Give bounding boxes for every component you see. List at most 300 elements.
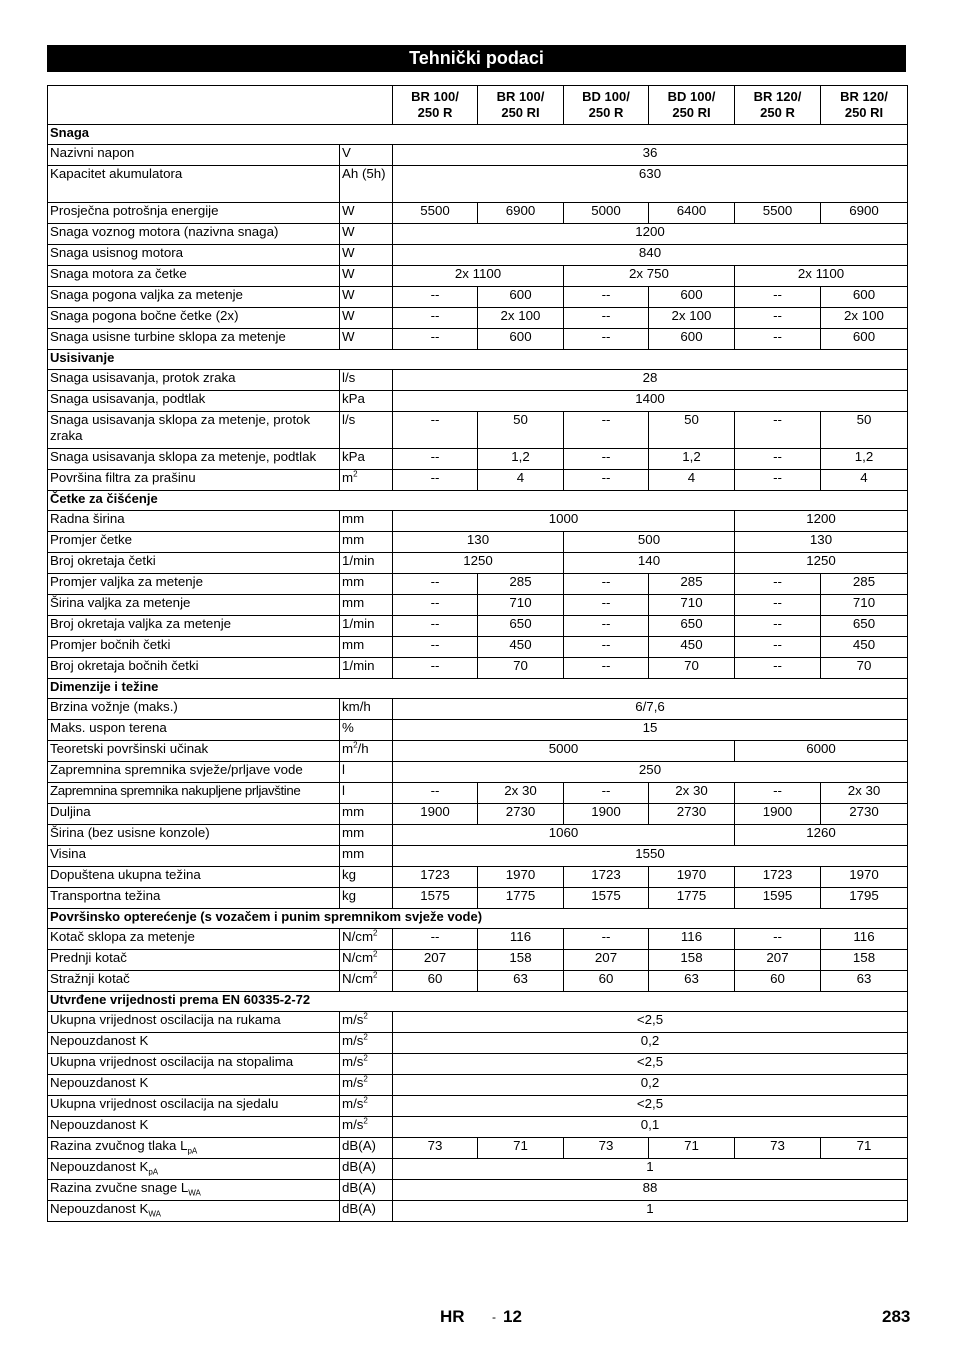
- spec-value: --: [564, 783, 649, 804]
- spec-value: --: [393, 287, 478, 308]
- spec-unit-text: W: [342, 245, 355, 260]
- spec-value: 50: [478, 412, 564, 449]
- spec-label-text: Ukupna vrijednost oscilacija na stopalima: [50, 1054, 294, 1069]
- spec-value: 2x 1100: [735, 266, 908, 287]
- spec-unit: [340, 804, 393, 825]
- spec-row: [48, 1180, 908, 1201]
- spec-value: 650: [649, 616, 735, 637]
- spec-unit-text: mm: [342, 637, 365, 652]
- spec-row: [48, 929, 908, 950]
- spec-value: --: [564, 595, 649, 616]
- spec-label: [48, 1096, 340, 1117]
- spec-label: [48, 449, 340, 470]
- spec-label: [48, 1201, 340, 1222]
- spec-label: [48, 329, 340, 350]
- spec-label-text: Nepouzdanost K: [50, 1033, 149, 1048]
- spec-unit-text: 1/min: [342, 658, 375, 673]
- model-header: BR 120/ 250 RI: [821, 86, 908, 125]
- spec-value: 6400: [649, 203, 735, 224]
- spec-row: [48, 245, 908, 266]
- spec-unit-superscript: 2: [363, 1032, 368, 1042]
- spec-value: --: [735, 637, 821, 658]
- spec-label-text: Širina valjka za metenje: [50, 595, 191, 610]
- spec-row: [48, 783, 908, 804]
- spec-row: [48, 1012, 908, 1033]
- spec-unit: [340, 783, 393, 804]
- spec-unit-text: mm: [342, 825, 365, 840]
- spec-value: 2x 30: [821, 783, 908, 804]
- spec-value: 600: [821, 329, 908, 350]
- spec-unit: [340, 1201, 393, 1222]
- section-heading: Snaga: [48, 125, 908, 145]
- spec-value: 63: [821, 971, 908, 992]
- spec-label-text: Broj okretaja četki: [50, 553, 156, 568]
- spec-label: [48, 741, 340, 762]
- spec-value: 285: [649, 574, 735, 595]
- spec-label-text: Kapacitet akumulatora: [50, 166, 183, 181]
- spec-unit: [340, 637, 393, 658]
- spec-label-text: Širina (bez usisne konzole): [50, 825, 210, 840]
- spec-unit-superscript: 2: [363, 1095, 368, 1105]
- spec-unit-superscript: 2: [363, 1074, 368, 1084]
- spec-value: 2x 100: [821, 308, 908, 329]
- spec-value: 1: [393, 1159, 908, 1180]
- spec-value: --: [393, 412, 478, 449]
- spec-unit: [340, 532, 393, 553]
- spec-label: [48, 203, 340, 224]
- spec-unit-text: m/s: [342, 1033, 364, 1048]
- spec-label: [48, 266, 340, 287]
- spec-label-text: Snaga usisavanja sklopa za metenje, podtlak: [50, 449, 317, 464]
- header-row: [48, 86, 908, 125]
- spec-value: --: [393, 783, 478, 804]
- footer-language: HR: [440, 1307, 465, 1326]
- spec-unit-superscript: 2: [373, 928, 378, 938]
- spec-value: 6900: [478, 203, 564, 224]
- spec-unit: [340, 203, 393, 224]
- spec-unit: [340, 449, 393, 470]
- spec-label: [48, 1180, 340, 1201]
- spec-unit: [340, 595, 393, 616]
- spec-value: --: [735, 412, 821, 449]
- spec-row: [48, 825, 908, 846]
- spec-value: --: [393, 329, 478, 350]
- spec-value: 4: [821, 470, 908, 491]
- spec-value: 4: [478, 470, 564, 491]
- spec-label-text: Razina zvučnog tlaka L: [50, 1138, 188, 1153]
- spec-unit-text: m: [342, 470, 354, 485]
- spec-label-text: Snaga usisavanja sklopa za metenje, protok zraka: [50, 412, 311, 443]
- spec-value: 1970: [649, 867, 735, 888]
- spec-label: [48, 553, 340, 574]
- spec-unit: [340, 329, 393, 350]
- spec-label-subscript: WA: [188, 1188, 201, 1198]
- spec-label: [48, 1033, 340, 1054]
- spec-value: 1,2: [649, 449, 735, 470]
- spec-row: [48, 1096, 908, 1117]
- spec-value: --: [393, 616, 478, 637]
- spec-unit-text: V: [342, 145, 351, 160]
- spec-label-text: Snaga usisavanja, protok zraka: [50, 370, 236, 385]
- spec-unit-text: mm: [342, 804, 365, 819]
- spec-label: [48, 720, 340, 741]
- spec-value: 2x 100: [478, 308, 564, 329]
- spec-unit-text: W: [342, 203, 355, 218]
- spec-unit-text: W: [342, 287, 355, 302]
- spec-row: [48, 741, 908, 762]
- spec-unit: [340, 511, 393, 532]
- spec-value: 130: [393, 532, 564, 553]
- spec-value: 0,2: [393, 1075, 908, 1096]
- spec-value: 710: [478, 595, 564, 616]
- spec-value: 158: [478, 950, 564, 971]
- spec-value: 450: [821, 637, 908, 658]
- model-header: BD 100/ 250 R: [564, 86, 649, 125]
- spec-unit: [340, 1012, 393, 1033]
- spec-value: --: [735, 329, 821, 350]
- spec-value: 0,2: [393, 1033, 908, 1054]
- spec-label: [48, 511, 340, 532]
- spec-value: 450: [649, 637, 735, 658]
- spec-row: [48, 1138, 908, 1159]
- spec-value: 130: [735, 532, 908, 553]
- spec-value: 650: [478, 616, 564, 637]
- spec-row: [48, 867, 908, 888]
- spec-label: [48, 1054, 340, 1075]
- spec-label: [48, 867, 340, 888]
- spec-value: --: [735, 783, 821, 804]
- spec-value: 70: [821, 658, 908, 679]
- spec-row: [48, 595, 908, 616]
- spec-value: 2730: [478, 804, 564, 825]
- spec-value: 710: [821, 595, 908, 616]
- spec-unit: [340, 145, 393, 166]
- spec-unit-superscript: 2: [353, 469, 358, 479]
- spec-value: --: [564, 470, 649, 491]
- spec-label: [48, 287, 340, 308]
- spec-unit-text: m/s: [342, 1075, 364, 1090]
- section-heading: Usisivanje: [48, 350, 908, 370]
- spec-label: [48, 950, 340, 971]
- spec-unit-text: kPa: [342, 449, 365, 464]
- spec-unit-superscript: 2: [363, 1011, 368, 1021]
- spec-unit: [340, 1159, 393, 1180]
- page-title: Tehnički podaci: [47, 45, 906, 72]
- spec-row: [48, 574, 908, 595]
- spec-row: [48, 391, 908, 412]
- spec-value: 207: [393, 950, 478, 971]
- spec-value: --: [564, 308, 649, 329]
- spec-row: [48, 166, 908, 203]
- spec-unit-text: dB(A): [342, 1159, 376, 1174]
- spec-value: 1970: [821, 867, 908, 888]
- spec-label: [48, 616, 340, 637]
- spec-value: 1575: [393, 888, 478, 909]
- footer-section-page: 12: [503, 1307, 522, 1326]
- spec-value: 250: [393, 762, 908, 783]
- spec-value: --: [564, 929, 649, 950]
- spec-unit: [340, 308, 393, 329]
- spec-value: --: [735, 929, 821, 950]
- spec-value: 60: [735, 971, 821, 992]
- spec-row: [48, 145, 908, 166]
- spec-label: [48, 637, 340, 658]
- spec-row: [48, 1075, 908, 1096]
- spec-label-text: Dopuštena ukupna težina: [50, 867, 201, 882]
- spec-row: [48, 532, 908, 553]
- spec-value: --: [735, 287, 821, 308]
- spec-row: [48, 804, 908, 825]
- spec-value: 1260: [735, 825, 908, 846]
- spec-value: 1595: [735, 888, 821, 909]
- spec-unit-text: dB(A): [342, 1180, 376, 1195]
- spec-value: 1900: [735, 804, 821, 825]
- spec-unit-text: m/s: [342, 1054, 364, 1069]
- spec-unit-text: m/s: [342, 1012, 364, 1027]
- spec-label-text: Zapremnina spremnika svježe/prljave vode: [50, 762, 303, 777]
- spec-unit-text: mm: [342, 595, 365, 610]
- spec-value: --: [564, 329, 649, 350]
- spec-unit: [340, 658, 393, 679]
- spec-label-text: Nepouzdanost K: [50, 1159, 149, 1174]
- spec-label-text: Broj okretaja valjka za metenje: [50, 616, 232, 631]
- spec-row: [48, 329, 908, 350]
- spec-unit-text: l: [342, 762, 345, 777]
- spec-value: 1575: [564, 888, 649, 909]
- spec-value: --: [564, 658, 649, 679]
- spec-value: 73: [393, 1138, 478, 1159]
- spec-value: 0,1: [393, 1117, 908, 1138]
- spec-row: [48, 1033, 908, 1054]
- spec-unit-tail: /h: [357, 741, 369, 756]
- spec-unit: [340, 166, 393, 203]
- spec-row: [48, 203, 908, 224]
- spec-label-text: Snaga usisavanja, podtlak: [50, 391, 206, 406]
- spec-unit: [340, 929, 393, 950]
- spec-value: 50: [821, 412, 908, 449]
- spec-value: --: [564, 449, 649, 470]
- spec-unit-text: mm: [342, 574, 365, 589]
- spec-label-text: Ukupna vrijednost oscilacija na sjedalu: [50, 1096, 279, 1111]
- spec-unit: [340, 1054, 393, 1075]
- spec-value: 5000: [393, 741, 735, 762]
- spec-value: 285: [821, 574, 908, 595]
- spec-value: 71: [478, 1138, 564, 1159]
- spec-value: 70: [478, 658, 564, 679]
- spec-unit-text: m/s: [342, 1117, 364, 1132]
- spec-unit: [340, 553, 393, 574]
- tech-specs-table: [47, 85, 908, 1222]
- spec-label-text: Nepouzdanost K: [50, 1201, 149, 1216]
- spec-value: 1723: [564, 867, 649, 888]
- spec-label-text: Nepouzdanost K: [50, 1117, 149, 1132]
- spec-label: [48, 804, 340, 825]
- spec-label-text: Zapremnina spremnika nakupljene prljavštine: [50, 783, 301, 798]
- spec-value: 63: [649, 971, 735, 992]
- spec-label-text: Promjer bočnih četki: [50, 637, 171, 652]
- spec-label-text: Snaga voznog motora (nazivna snaga): [50, 224, 279, 239]
- spec-unit: [340, 1117, 393, 1138]
- spec-unit: [340, 1033, 393, 1054]
- spec-value: 73: [735, 1138, 821, 1159]
- spec-row: [48, 370, 908, 391]
- spec-label-text: Nepouzdanost K: [50, 1075, 149, 1090]
- section-row: [48, 491, 908, 511]
- spec-label-text: Stražnji kotač: [50, 971, 130, 986]
- spec-label-text: Promjer valjka za metenje: [50, 574, 203, 589]
- spec-value: 1970: [478, 867, 564, 888]
- spec-value: 600: [478, 329, 564, 350]
- spec-unit: [340, 950, 393, 971]
- spec-value: 71: [821, 1138, 908, 1159]
- spec-unit-text: dB(A): [342, 1138, 376, 1153]
- spec-label: [48, 166, 340, 203]
- spec-value: --: [393, 929, 478, 950]
- spec-unit: [340, 1138, 393, 1159]
- spec-unit: [340, 846, 393, 867]
- spec-label: [48, 825, 340, 846]
- spec-row: [48, 846, 908, 867]
- spec-label-subscript: pA: [148, 1167, 159, 1177]
- spec-value: 36: [393, 145, 908, 166]
- spec-unit-text: 1/min: [342, 616, 375, 631]
- spec-label-text: Površina filtra za prašinu: [50, 470, 196, 485]
- spec-unit: [340, 741, 393, 762]
- spec-label: [48, 224, 340, 245]
- spec-value: 63: [478, 971, 564, 992]
- spec-unit-text: %: [342, 720, 354, 735]
- footer-separator: -: [492, 1310, 496, 1324]
- spec-label: [48, 145, 340, 166]
- spec-label: [48, 308, 340, 329]
- spec-value: 2x 1100: [393, 266, 564, 287]
- spec-value: 5000: [564, 203, 649, 224]
- spec-value: --: [564, 287, 649, 308]
- spec-value: 1,2: [821, 449, 908, 470]
- spec-label-text: Snaga usisnog motora: [50, 245, 184, 260]
- spec-value: 116: [821, 929, 908, 950]
- spec-value: 60: [393, 971, 478, 992]
- section-heading: Utvrđene vrijednosti prema EN 60335-2-72: [48, 992, 908, 1012]
- spec-unit: [340, 699, 393, 720]
- spec-label-text: Brzina vožnje (maks.): [50, 699, 178, 714]
- spec-unit-superscript: 2: [363, 1116, 368, 1126]
- spec-value: 600: [649, 329, 735, 350]
- spec-value: 2730: [649, 804, 735, 825]
- spec-value: 1775: [478, 888, 564, 909]
- spec-row: [48, 1201, 908, 1222]
- spec-label: [48, 783, 340, 804]
- spec-value: 2x 100: [649, 308, 735, 329]
- spec-row: [48, 287, 908, 308]
- spec-value: 600: [649, 287, 735, 308]
- spec-value: --: [735, 595, 821, 616]
- spec-value: 1550: [393, 846, 908, 867]
- section-row: [48, 909, 908, 929]
- spec-label: [48, 762, 340, 783]
- spec-unit-superscript: 2: [373, 949, 378, 959]
- spec-unit: [340, 412, 393, 449]
- spec-value: 2x 30: [649, 783, 735, 804]
- section-heading: Dimenzije i težine: [48, 679, 908, 699]
- spec-value: --: [735, 574, 821, 595]
- spec-value: 5500: [735, 203, 821, 224]
- spec-value: 600: [478, 287, 564, 308]
- spec-unit-text: l: [342, 783, 345, 798]
- spec-label: [48, 370, 340, 391]
- spec-unit-superscript: 2: [363, 1053, 368, 1063]
- spec-value: 15: [393, 720, 908, 741]
- spec-unit-text: m/s: [342, 1096, 364, 1111]
- spec-table-body: [48, 86, 908, 1222]
- spec-row: [48, 616, 908, 637]
- spec-value: --: [735, 449, 821, 470]
- footer-page-number: 283: [882, 1307, 911, 1326]
- spec-value: 1200: [393, 224, 908, 245]
- spec-value: 1723: [735, 867, 821, 888]
- header-blank-cell: [48, 86, 393, 125]
- spec-unit: [340, 370, 393, 391]
- spec-value: 70: [649, 658, 735, 679]
- spec-unit-text: Ah (5h): [342, 166, 386, 181]
- spec-unit: [340, 1075, 393, 1096]
- spec-label-text: Ukupna vrijednost oscilacija na rukama: [50, 1012, 281, 1027]
- spec-value: 6/7,6: [393, 699, 908, 720]
- spec-label: [48, 846, 340, 867]
- spec-row: [48, 971, 908, 992]
- spec-value: 450: [478, 637, 564, 658]
- spec-unit: [340, 224, 393, 245]
- spec-unit-text: N/cm: [342, 971, 374, 986]
- spec-unit: [340, 245, 393, 266]
- spec-label: [48, 412, 340, 449]
- spec-label-text: Snaga motora za četke: [50, 266, 187, 281]
- spec-label: [48, 658, 340, 679]
- spec-row: [48, 412, 908, 449]
- spec-row: [48, 888, 908, 909]
- spec-value: 28: [393, 370, 908, 391]
- spec-value: --: [393, 308, 478, 329]
- spec-unit-superscript: 2: [353, 740, 358, 750]
- spec-unit-text: 1/min: [342, 553, 375, 568]
- spec-unit-text: dB(A): [342, 1201, 376, 1216]
- spec-value: 158: [649, 950, 735, 971]
- spec-label-text: Maks. uspon terena: [50, 720, 167, 735]
- spec-value: 5500: [393, 203, 478, 224]
- spec-label: [48, 470, 340, 491]
- spec-unit: [340, 1180, 393, 1201]
- spec-unit: [340, 287, 393, 308]
- spec-value: --: [393, 574, 478, 595]
- spec-unit: [340, 574, 393, 595]
- spec-value: --: [564, 637, 649, 658]
- spec-value: 1200: [735, 511, 908, 532]
- spec-unit-text: m: [342, 741, 354, 756]
- spec-unit: [340, 391, 393, 412]
- spec-value: 840: [393, 245, 908, 266]
- spec-value: 6000: [735, 741, 908, 762]
- spec-label: [48, 1012, 340, 1033]
- spec-value: 1795: [821, 888, 908, 909]
- spec-label-text: Snaga usisne turbine sklopa za metenje: [50, 329, 286, 344]
- spec-unit: [340, 971, 393, 992]
- spec-row: [48, 950, 908, 971]
- spec-unit-text: W: [342, 266, 355, 281]
- spec-value: 50: [649, 412, 735, 449]
- spec-value: <2,5: [393, 1054, 908, 1075]
- spec-value: 285: [478, 574, 564, 595]
- spec-value: --: [735, 616, 821, 637]
